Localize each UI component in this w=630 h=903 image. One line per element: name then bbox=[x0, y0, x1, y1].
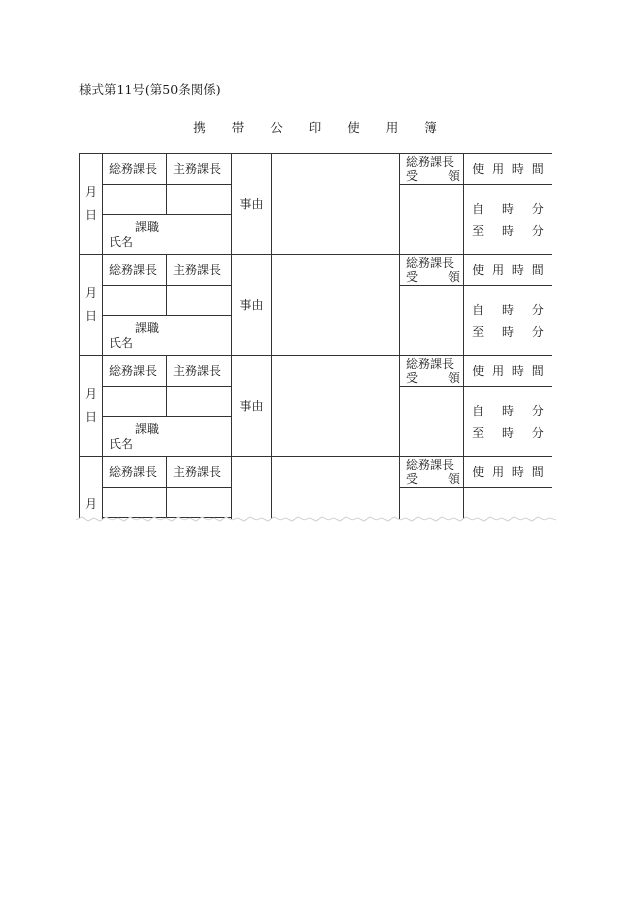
time-from-row: 自 時 分 bbox=[472, 201, 544, 216]
usage-time-header: 使 用 時 間 bbox=[464, 255, 553, 286]
day-label: 日 bbox=[84, 208, 97, 222]
time-to-row: 至 時 分 bbox=[472, 425, 544, 440]
jiyu-field[interactable] bbox=[272, 457, 400, 520]
jiyu-field[interactable] bbox=[272, 255, 400, 356]
shimei-label: 氏名 bbox=[109, 234, 134, 249]
receipt-label-line1: 総務課長 bbox=[406, 155, 455, 169]
receipt-label-line1: 総務課長 bbox=[406, 357, 455, 371]
date-cell[interactable] bbox=[80, 255, 103, 356]
shimei-label: 氏名 bbox=[109, 436, 134, 451]
month-label: 月 bbox=[84, 286, 97, 300]
receipt-seal-field[interactable] bbox=[400, 185, 464, 255]
shumu-kacho-header: 主務課長 bbox=[167, 356, 232, 387]
time-to-row: 至 時 分 bbox=[472, 223, 544, 238]
receipt-label-ryo: 領 bbox=[448, 270, 461, 284]
receipt-label-ju: 受 bbox=[406, 371, 419, 385]
jiyu-label: 事由 bbox=[232, 154, 272, 255]
title-char: 用 bbox=[385, 120, 399, 135]
ka-shoku-label: 課職 bbox=[135, 219, 160, 234]
receipt-header bbox=[400, 457, 464, 488]
receipt-seal-field[interactable] bbox=[400, 286, 464, 356]
shumu-kacho-seal-field[interactable] bbox=[167, 387, 232, 417]
ledger-table-wrapper bbox=[79, 153, 552, 519]
usage-time-header: 使 用 時 間 bbox=[464, 356, 553, 387]
title-char: 公 bbox=[270, 120, 283, 135]
shumu-kacho-header: 主務課長 bbox=[167, 154, 232, 185]
day-label: 日 bbox=[84, 410, 97, 424]
title-char: 簿 bbox=[424, 120, 437, 135]
jiyu-label: 事由 bbox=[232, 255, 272, 356]
ka-shoku-label: 課職 bbox=[135, 421, 160, 436]
shumu-kacho-header: 主務課長 bbox=[167, 255, 232, 286]
receipt-header bbox=[400, 356, 464, 387]
receipt-label-line1: 総務課長 bbox=[406, 256, 455, 270]
record-block bbox=[80, 356, 553, 457]
receipt-label-ryo: 領 bbox=[448, 169, 461, 183]
receipt-label-ju: 受 bbox=[406, 169, 419, 183]
receipt-label-ryo: 領 bbox=[448, 472, 461, 486]
soumu-kacho-header: 総務課長 bbox=[103, 356, 167, 387]
receipt-label-line1: 総務課長 bbox=[406, 458, 455, 472]
receipt-label-ju: 受 bbox=[406, 270, 419, 284]
position-name-field[interactable] bbox=[103, 316, 232, 356]
date-cell[interactable] bbox=[80, 457, 103, 520]
soumu-kacho-header: 総務課長 bbox=[103, 154, 167, 185]
jiyu-field[interactable] bbox=[272, 356, 400, 457]
record-block bbox=[80, 457, 553, 520]
jiyu-label bbox=[232, 457, 272, 520]
receipt-seal-field[interactable] bbox=[400, 387, 464, 457]
usage-time-header: 使 用 時 間 bbox=[464, 457, 553, 488]
shumu-kacho-seal-field[interactable] bbox=[167, 488, 232, 518]
shimei-label: 氏名 bbox=[109, 335, 134, 350]
ledger-table bbox=[79, 153, 552, 519]
usage-time-field[interactable] bbox=[464, 387, 553, 457]
month-label: 月 bbox=[84, 387, 97, 401]
time-from-row: 自 時 分 bbox=[472, 403, 544, 418]
time-from-row: 自 時 分 bbox=[472, 302, 544, 317]
shumu-kacho-header: 主務課長 bbox=[167, 457, 232, 488]
title-char: 帯 bbox=[231, 120, 245, 135]
title-char: 使 bbox=[347, 120, 360, 135]
soumu-kacho-seal-field[interactable] bbox=[103, 185, 167, 215]
soumu-kacho-header: 総務課長 bbox=[103, 255, 167, 286]
ka-shoku-label: 課職 bbox=[135, 320, 160, 335]
day-label: 日 bbox=[84, 309, 97, 323]
receipt-label-ju: 受 bbox=[406, 472, 419, 486]
jiyu-label: 事由 bbox=[232, 356, 272, 457]
usage-time-field[interactable] bbox=[464, 286, 553, 356]
record-block bbox=[80, 154, 553, 255]
shumu-kacho-seal-field[interactable] bbox=[167, 286, 232, 316]
soumu-kacho-seal-field[interactable] bbox=[103, 286, 167, 316]
form-number: 様式第11号(第50条関係) bbox=[79, 82, 221, 97]
month-label: 月 bbox=[84, 185, 97, 199]
record-block bbox=[80, 255, 553, 356]
time-to-row: 至 時 分 bbox=[472, 324, 544, 339]
soumu-kacho-seal-field[interactable] bbox=[103, 488, 167, 518]
document-title bbox=[0, 118, 630, 136]
soumu-kacho-header: 総務課長 bbox=[103, 457, 167, 488]
position-name-field[interactable] bbox=[103, 215, 232, 255]
position-name-field[interactable] bbox=[103, 417, 232, 457]
jiyu-field[interactable] bbox=[272, 154, 400, 255]
receipt-label-ryo: 領 bbox=[448, 371, 461, 385]
month-label: 月 bbox=[84, 497, 97, 511]
date-cell[interactable] bbox=[80, 356, 103, 457]
receipt-header bbox=[400, 255, 464, 286]
title-char: 携 bbox=[193, 120, 206, 135]
date-cell[interactable] bbox=[80, 154, 103, 255]
usage-time-field[interactable] bbox=[464, 185, 553, 255]
shumu-kacho-seal-field[interactable] bbox=[167, 185, 232, 215]
title-char: 印 bbox=[308, 120, 322, 135]
page-tear-edge bbox=[76, 514, 556, 526]
receipt-header bbox=[400, 154, 464, 185]
usage-time-header: 使 用 時 間 bbox=[464, 154, 553, 185]
soumu-kacho-seal-field[interactable] bbox=[103, 387, 167, 417]
